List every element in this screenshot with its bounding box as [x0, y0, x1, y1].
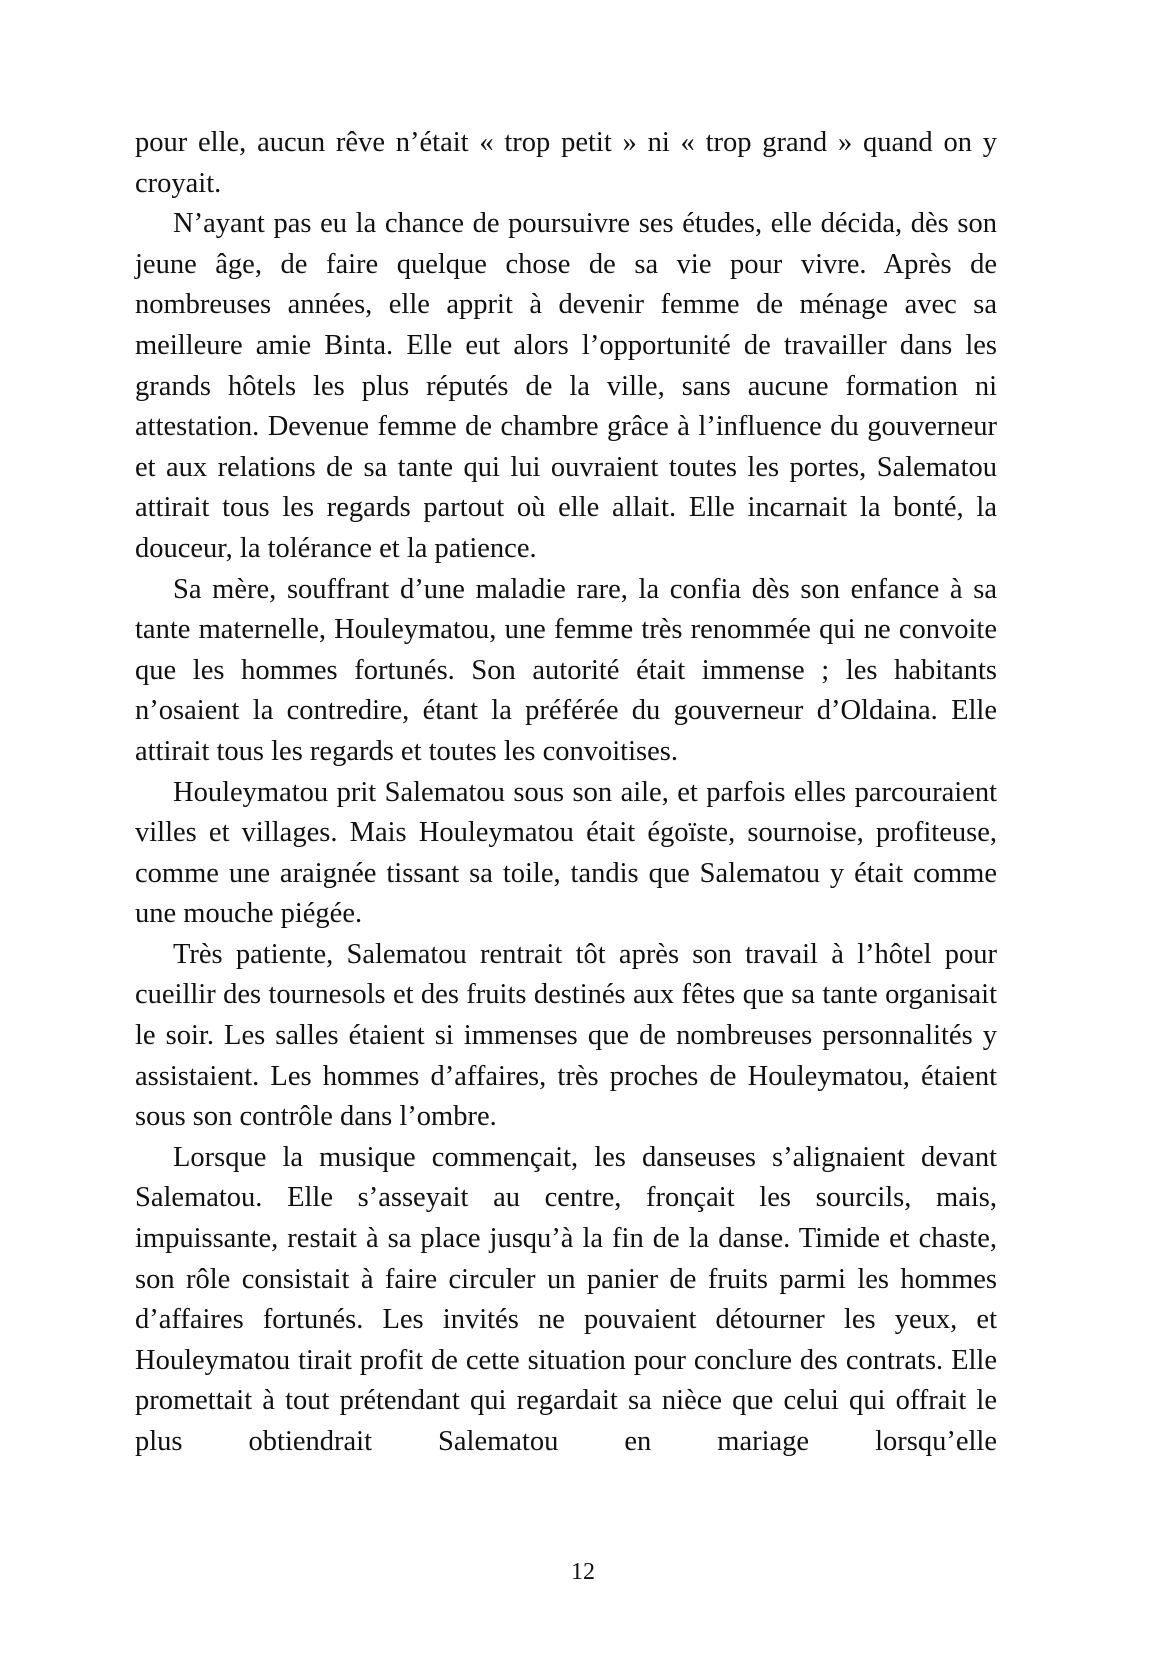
- paragraph: Très patiente, Salematou rentrait tôt après son travail à l’hôtel pour cueillir des tournesols et des fruits destinés aux fêtes que sa tante organisait le soir. Les salles étaient si immenses que de nombreuses personnalités y assistaient. Les hommes d’affaires, très proches de Houleymatou, étaient sous son contrôle dans l’ombre.: [135, 938, 997, 1133]
- paragraph: Lorsque la musique commençait, les danseuses s’alignaient devant Salematou. Elle s’asseyait au centre, fronçait les sourcils, mais, impuissante, restait à sa place jusqu’à la fin de la danse. Timide et chaste, son rôle consistait à faire circuler un panier de fruits parmi les hommes d’affaires fortunés. Les invités ne pouvaient détourner les yeux, et Houleymatou tirait profit de cette situation pour conclure des contrats. Elle promettait à tout prétendant qui regardait sa nièce que celui qui offrait le plus obtiendrait Salematou en mariage lorsqu’elle: [135, 1141, 997, 1457]
- paragraph: Houleymatou prit Salematou sous son aile, et parfois elles parcouraient villes et villages. Mais Houleymatou était égoïste, sournoise, profiteuse, comme une araignée tissant sa toile, tandis que Salematou y était comme une mouche piégée.: [135, 776, 997, 930]
- body-text: [135, 123, 997, 1463]
- paragraph: pour elle, aucun rêve n’était « trop petit » ni « trop grand » quand on y croyait.: [135, 127, 997, 199]
- page-number: 12: [571, 1559, 595, 1585]
- paragraph: Sa mère, souffrant d’une maladie rare, la confia dès son enfance à sa tante maternelle, Houleymatou, une femme très renommée qui ne convoite que les hommes fortunés. Son autorité était immense ; les habitants n’osaient la contredire, étant la préférée du gouverneur d’Oldaina. Elle attirait tous les regards et toutes les convoitises.: [135, 573, 997, 767]
- paragraph: N’ayant pas eu la chance de poursuivre ses études, elle décida, dès son jeune âge, de faire quelque chose de sa vie pour vivre. Après de nombreuses années, elle apprit à devenir femme de ménage avec sa meilleure amie Binta. Elle eut alors l’opportunité de travailler dans les grands hôtels les plus réputés de la ville, sans aucune formation ni attestation. Devenue femme de chambre grâce à l’influence du gouverneur et aux relations de sa tante qui lui ouvraient toutes les portes, Salematou attirait tous les regards partout où elle allait. Elle incarnait la bonté, la douceur, la tolérance et la patience.: [135, 208, 997, 564]
